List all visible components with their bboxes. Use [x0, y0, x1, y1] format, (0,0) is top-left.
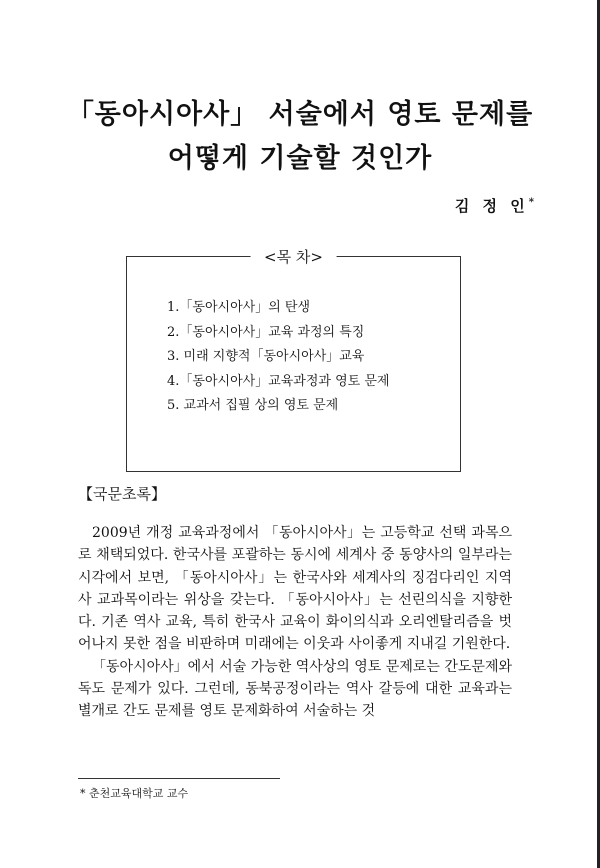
toc-item: 4.「동아시아사」교육과정과 영토 문제 — [167, 373, 390, 389]
abstract-paragraph: 「동아시아사」에서 서술 가능한 역사상의 영토 문제로는 간도문제와 독도 문제가 있다. 그런데, 동북공정이라는 역사 갈등에 대한 교육과는 별개로 간도 문제를 영토 문제화하여 서술하는 것 — [78, 658, 512, 720]
abstract-paragraph: 2009년 개정 교육과정에서 「동아시아사」는 고등학교 선택 과목으로 채택되었다. 한국사를 포괄하는 동시에 세계사 중 동양사의 일부라는 시각에서 보면, 「동아시아사」는 한국사와 세계사의 징검다리인 지역사 교과목이라는 위상을 갖는다. 「동아시아사」는 선린의식을 지향한다. 기존 역사 교육, 특히 한국사 교육이 화이의식과 오리엔탈리즘을 벗어나지 못한 점을 비판하며 미래에는 이웃과 사이좋게 지내길 기원한다. — [78, 525, 512, 653]
abstract-heading: 【국문초록】 — [78, 485, 166, 503]
toc-item: 5. 교과서 집필 상의 영토 문제 — [167, 398, 339, 413]
footnote: * 춘천교육대학교 교수 — [80, 787, 189, 800]
toc-item: 3. 미래 지향적「동아시아사」교육 — [167, 349, 365, 364]
paper-title-line-2: 어떻게 기술할 것인가 — [167, 143, 433, 174]
toc-item: 1.「동아시아사」의 탄생 — [167, 300, 310, 315]
author-footnote-mark: * — [528, 197, 534, 208]
abstract-body — [78, 522, 512, 723]
toc-item: 2.「동아시아사」교육 과정의 특징 — [167, 324, 365, 340]
toc-list — [167, 296, 389, 419]
author — [455, 195, 534, 216]
paper-title-line-1: 「동아시아사」 서술에서 영토 문제를 — [66, 99, 534, 130]
author-name: 김 정 인 — [454, 197, 529, 215]
footnote-divider — [78, 778, 280, 779]
toc-title: <목 차> — [250, 246, 337, 267]
table-of-contents — [126, 248, 461, 472]
